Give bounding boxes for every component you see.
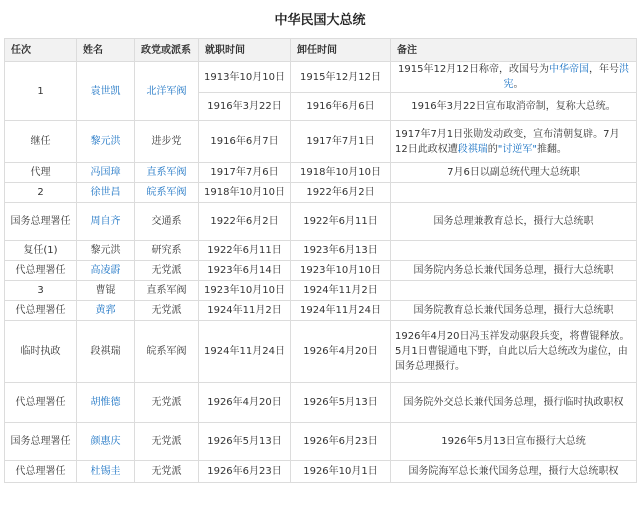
start-cell: 1926年4月20日 xyxy=(199,383,291,423)
party-cell xyxy=(135,163,199,183)
header-party: 政党或派系 xyxy=(135,39,199,62)
note-cell xyxy=(391,241,637,261)
note-cell xyxy=(391,281,637,301)
term-cell: 2 xyxy=(5,183,77,203)
start-cell: 1918年10月10日 xyxy=(199,183,291,203)
note-text: 1917年7月1日张勋发动政变，宣布清朝复辟。7月12日此政权遭 xyxy=(395,128,620,155)
name-cell xyxy=(77,121,135,163)
term-cell: 临时执政 xyxy=(5,321,77,383)
term-cell: 1 xyxy=(5,62,77,121)
note-cell xyxy=(391,121,637,163)
note-link[interactable]: 中华帝国 xyxy=(548,64,589,75)
note-text: 。 xyxy=(513,79,524,90)
note-cell: 国务总理兼教育总长，摄行大总统职 xyxy=(391,203,637,241)
table-row xyxy=(5,261,637,281)
term-cell: 代总理署任 xyxy=(5,301,77,321)
term-cell: 代总理署任 xyxy=(5,261,77,281)
name-link[interactable]: 高凌霨 xyxy=(90,265,121,276)
term-cell: 3 xyxy=(5,281,77,301)
name-link[interactable]: 胡惟德 xyxy=(90,397,121,408)
note-link[interactable]: "讨逆军" xyxy=(497,143,537,155)
party-cell: 无党派 xyxy=(135,261,199,281)
start-cell: 1924年11月2日 xyxy=(199,301,291,321)
note-text: 推翻。 xyxy=(536,143,567,155)
end-cell: 1926年10月1日 xyxy=(291,461,391,483)
name-link[interactable]: 冯国璋 xyxy=(90,167,121,178)
table-row xyxy=(5,321,637,383)
start-cell: 1923年6月14日 xyxy=(199,261,291,281)
table-row xyxy=(5,461,637,483)
start-cell: 1926年6月23日 xyxy=(199,461,291,483)
end-cell: 1926年5月13日 xyxy=(291,383,391,423)
presidents-table xyxy=(4,38,637,483)
note-cell: 1926年5月13日宣布摄行大总统 xyxy=(391,423,637,461)
term-cell: 继任 xyxy=(5,121,77,163)
party-cell xyxy=(135,183,199,203)
table-row xyxy=(5,383,637,423)
note-link[interactable]: 洪宪 xyxy=(503,64,629,90)
table-row xyxy=(5,163,637,183)
party-cell: 无党派 xyxy=(135,383,199,423)
start-cell: 1922年6月11日 xyxy=(199,241,291,261)
end-cell: 1915年12月12日 xyxy=(291,62,391,93)
start-cell: 1926年5月13日 xyxy=(199,423,291,461)
party-cell: 研究系 xyxy=(135,241,199,261)
note-cell: 1916年3月22日宣布取消帝制，复称大总统。 xyxy=(391,93,637,121)
term-cell: 代理 xyxy=(5,163,77,183)
note-text: 1915年12月12日称帝，改国号为 xyxy=(398,64,549,75)
name-cell xyxy=(77,383,135,423)
end-cell: 1916年6月6日 xyxy=(291,93,391,121)
header-start: 就职时间 xyxy=(199,39,291,62)
name-link[interactable]: 周自齐 xyxy=(90,216,121,227)
table-row xyxy=(5,121,637,163)
note-cell: 国务院海军总长兼代国务总理，摄行大总统职权 xyxy=(391,461,637,483)
party-link[interactable]: 北洋军阀 xyxy=(146,85,187,97)
term-cell: 复任(1) xyxy=(5,241,77,261)
note-cell xyxy=(391,62,637,93)
name-cell: 曹锟 xyxy=(77,281,135,301)
name-cell xyxy=(77,461,135,483)
start-cell: 1916年3月22日 xyxy=(199,93,291,121)
name-cell: 段祺瑞 xyxy=(77,321,135,383)
name-cell xyxy=(77,62,135,121)
end-cell: 1926年4月20日 xyxy=(291,321,391,383)
party-cell xyxy=(135,62,199,121)
term-cell: 代总理署任 xyxy=(5,383,77,423)
table-title: 中华民国大总统 xyxy=(274,13,366,28)
note-cell: 国务院外交总长兼代国务总理，摄行临时执政职权 xyxy=(391,383,637,423)
term-cell: 国务总理署任 xyxy=(5,423,77,461)
table-row xyxy=(5,183,637,203)
end-cell: 1917年7月1日 xyxy=(291,121,391,163)
name-cell xyxy=(77,203,135,241)
party-link[interactable]: 皖系军阀 xyxy=(146,187,187,198)
party-cell: 皖系军阀 xyxy=(135,321,199,383)
party-cell: 直系军阀 xyxy=(135,281,199,301)
start-cell: 1923年10月10日 xyxy=(199,281,291,301)
table-row xyxy=(5,301,637,321)
party-cell: 无党派 xyxy=(135,461,199,483)
term-cell: 代总理署任 xyxy=(5,461,77,483)
name-link[interactable]: 黄郛 xyxy=(95,305,116,316)
table-row xyxy=(5,203,637,241)
note-cell: 国务院内务总长兼代国务总理，摄行大总统职 xyxy=(391,261,637,281)
party-link[interactable]: 直系军阀 xyxy=(146,167,187,178)
note-text: 的 xyxy=(487,143,498,155)
header-name: 姓名 xyxy=(77,39,135,62)
header-term: 任次 xyxy=(5,39,77,62)
note-link[interactable]: 段祺瑞 xyxy=(457,143,488,155)
table-row xyxy=(5,281,637,301)
party-cell: 交通系 xyxy=(135,203,199,241)
end-cell: 1923年6月13日 xyxy=(291,241,391,261)
start-cell: 1917年7月6日 xyxy=(199,163,291,183)
party-cell: 无党派 xyxy=(135,423,199,461)
start-cell: 1913年10月10日 xyxy=(199,62,291,93)
end-cell: 1922年6月11日 xyxy=(291,203,391,241)
table-row xyxy=(5,241,637,261)
end-cell: 1922年6月2日 xyxy=(291,183,391,203)
note-text: ，年号 xyxy=(588,64,619,75)
end-cell: 1918年10月10日 xyxy=(291,163,391,183)
table-header-row xyxy=(5,39,637,62)
start-cell: 1922年6月2日 xyxy=(199,203,291,241)
note-cell: 7月6日以副总统代理大总统职 xyxy=(391,163,637,183)
start-cell: 1916年6月7日 xyxy=(199,121,291,163)
name-cell xyxy=(77,423,135,461)
name-cell xyxy=(77,163,135,183)
party-cell: 进步党 xyxy=(135,121,199,163)
name-link[interactable]: 袁世凯 xyxy=(90,85,121,97)
end-cell: 1924年11月24日 xyxy=(291,301,391,321)
note-cell: 国务院教育总长兼代国务总理，摄行大总统职 xyxy=(391,301,637,321)
table-row xyxy=(5,62,637,93)
note-cell xyxy=(391,183,637,203)
name-link[interactable]: 颜惠庆 xyxy=(90,436,121,447)
end-cell: 1924年11月2日 xyxy=(291,281,391,301)
name-link[interactable]: 杜锡圭 xyxy=(90,466,121,477)
term-cell: 国务总理署任 xyxy=(5,203,77,241)
name-link[interactable]: 徐世昌 xyxy=(90,187,121,198)
end-cell: 1923年10月10日 xyxy=(291,261,391,281)
name-cell: 黎元洪 xyxy=(77,241,135,261)
name-link[interactable]: 黎元洪 xyxy=(90,136,121,147)
table-row xyxy=(5,423,637,461)
name-cell xyxy=(77,183,135,203)
name-cell xyxy=(77,301,135,321)
name-cell xyxy=(77,261,135,281)
party-cell: 无党派 xyxy=(135,301,199,321)
header-end: 卸任时间 xyxy=(291,39,391,62)
header-note: 备注 xyxy=(391,39,637,62)
end-cell: 1926年6月23日 xyxy=(291,423,391,461)
note-cell: 1926年4月20日冯玉祥发动驱段兵变，将曹锟释放。5月1日曹锟通电下野，自此以后大总统改为虚位，由国务总理摄行。 xyxy=(391,321,637,383)
start-cell: 1924年11月24日 xyxy=(199,321,291,383)
